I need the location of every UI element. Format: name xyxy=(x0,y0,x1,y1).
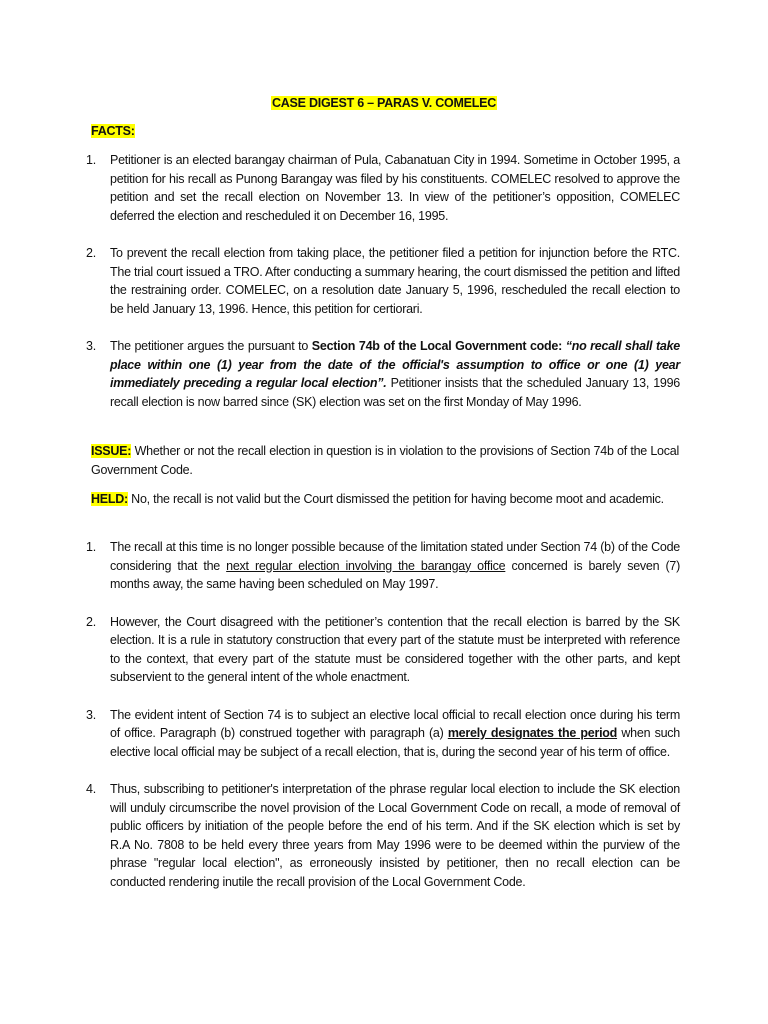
item-text-pre: The recall at this time is no longer possible because of the limitation stated under Section 74 (b) of the Code considering that the xyxy=(110,540,680,573)
item-text-pre: The petitioner argues the pursuant to xyxy=(110,339,312,353)
list-item xyxy=(86,780,680,891)
facts-label-text: FACTS: xyxy=(91,124,135,138)
list-item xyxy=(86,244,680,318)
list-item xyxy=(86,613,680,687)
issue-text: Whether or not the recall election in question is in violation to the provisions of Section 74b of the Local Government Code. xyxy=(91,444,679,477)
issue-label: ISSUE: xyxy=(91,444,132,458)
item-number: 1. xyxy=(86,540,96,554)
item-number: 2. xyxy=(86,614,96,629)
facts-label xyxy=(91,122,135,141)
item-number: 1. xyxy=(86,153,96,167)
item-text: Thus, subscribing to petitioner's interpretation of the phrase regular local election to include the SK election will unduly circumscribe the novel provision of the Local Government Code on recall, a mode of removal of public officers by initiation of the people before the end of his term. And if the SK election which is set by R.A No. 7808 to be held every three years from May 1996 were to be deemed within the purview of the phrase "regular local election", as erroneously insisted by petitioner, then no recall election can be conducted rendering inutile the recall provision of the Local Government Code. xyxy=(110,782,680,889)
item-text: Petitioner is an elected barangay chairman of Pula, Cabanatuan City in 1994. Sometime in October 1995, a petition for his recall as Punong Barangay was filed by his constituents. COMELEC resolved to approve the petition and set the recall election on November 13. In view of the petitioner’s opposition, COMELEC deferred the election and rescheduled it on December 16, 1995. xyxy=(110,153,680,223)
item-text-post: Petitioner insists that the scheduled January 13, 1996 recall election is now barred since (SK) election was set on the first Monday of May 1996. xyxy=(110,376,680,409)
held-text: No, the recall is not valid but the Court dismissed the petition for having become moot and academic. xyxy=(127,492,664,506)
item-number: 3. xyxy=(86,339,96,353)
list-item xyxy=(86,337,680,411)
item-number: 4. xyxy=(86,782,96,796)
item-text-pre: The evident intent of Section 74 is to subject an elective local official to recall election once during his term of office. Paragraph (b) construed together with paragraph (a) xyxy=(110,707,680,740)
item-text-post: when such elective local official may be subject of a recall election, that is, during the second year of his term of office. xyxy=(110,726,680,759)
item-text-underline: merely designates the period xyxy=(447,726,618,740)
item-number: 2. xyxy=(86,246,96,260)
item-text-post: concerned is barely seven (7) months away, the same having been scheduled on May 1997. xyxy=(110,558,680,591)
facts-list xyxy=(86,151,680,411)
list-item xyxy=(86,706,680,762)
held-label: HELD: xyxy=(91,492,128,506)
item-text: However, the Court disagreed with the petitioner’s contention that the recall election is barred by the SK election. It is a rule in statutory construction that every part of the statute must be interpreted with reference to the context, that every part of the statute must be considered together with the other parts, and kept subservient to the general intent of the whole enactment. xyxy=(110,614,680,684)
held-paragraph xyxy=(91,490,679,509)
page-title-text: CASE DIGEST 6 – PARAS V. COMELEC xyxy=(272,96,496,110)
list-item xyxy=(86,151,680,225)
item-text: To prevent the recall election from taking place, the petitioner filed a petition for injunction before the RTC. The trial court issued a TRO. After conducting a summary hearing, the court dismissed the petition and lifted the restraining order. COMELEC, on a resolution date January 5, 1996, rescheduled the recall election to be held January 13, 1996. Hence, this petition for certiorari. xyxy=(110,246,680,316)
item-text-bold: Section 74b of the Local Government code: xyxy=(311,339,563,353)
page-title xyxy=(0,94,768,113)
list-item xyxy=(86,538,680,594)
item-text-quote: “no recall shall take place within one (1) year from the date of the official's assumption to office or one (1) year immediately preceding a regular local election”. xyxy=(110,339,680,390)
held-list xyxy=(86,538,680,891)
item-text-underline: next regular election involving the barangay office xyxy=(226,558,506,573)
item-number: 3. xyxy=(86,707,96,722)
issue-paragraph xyxy=(91,442,679,479)
